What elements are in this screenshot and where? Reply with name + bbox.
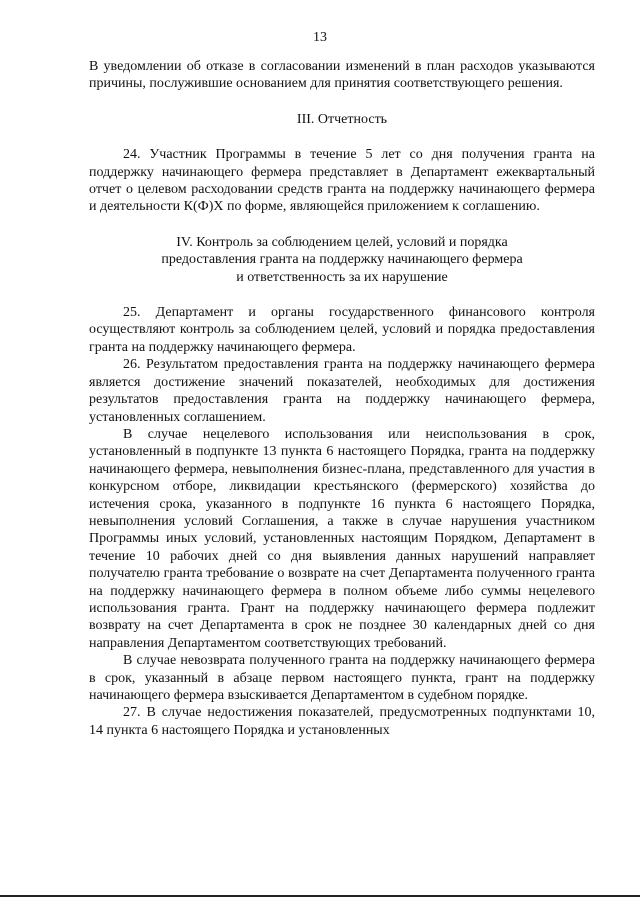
page-number: 13	[313, 30, 327, 45]
paragraph-26-misuse: В случае нецелевого использования или неиспользования в срок, установленный в подпункте 13 пункта 6 настоящего Порядка, гранта на поддержку начинающего фермера, невыполнения бизнес-плана, представленного для участия в конкурсном отборе, ликвидации крестьянского (фермерского) хозяйства до истечения срока, указанного в подпункте 16 пункта 6 настоящего Порядка, невыполнения условий Соглашения, а также в случае нарушения участником Программы иных условий, установленных настоящим Порядком, Департамент в течение 10 рабочих дней со дня выявления данных нарушений направляет получателю гранта требование о возврате на счет Департамента полученного гранта на поддержку начинающего фермера в полном объеме либо суммы нецелевого использования гранта. Грант на поддержку начинающего фермера подлежит возврату на счет Департамента в срок не позднее 30 календарных дней со дня направления Департаментом соответствующих требований.	[89, 426, 595, 651]
paragraph-24: 24. Участник Программы в течение 5 лет со дня получения гранта на поддержку начинающего фермера представляет в Департамент ежеквартальный отчет о целевом расходовании средств гранта на поддержку начинающего фермера и деятельности К(Ф)Х по форме, являющейся приложением к соглашению.	[89, 147, 595, 215]
paragraph-26-non-return: В случае невозврата полученного гранта на поддержку начинающего фермера в срок, указанный в абзаце первом настоящего пункта, грант на поддержку начинающего фермера взыскивается Департаментом в судебном порядке.	[89, 653, 595, 703]
document-body	[89, 58, 595, 739]
paragraph-27: 27. В случае недостижения показателей, предусмотренных подпунктами 10, 14 пункта 6 настоящего Порядка и установленных	[89, 705, 595, 738]
paragraph-26: 26. Результатом предоставления гранта на поддержку начинающего фермера является достижение значений показателей, необходимых для достижения результатов предоставления гранта на поддержку начинающего фермера, установленных соглашением.	[89, 357, 595, 425]
section-heading-reporting: III. Отчетность	[296, 111, 388, 127]
scan-edge-line	[0, 895, 640, 897]
section-heading-control-line1: IV. Контроль за соблюдением целей, условий и порядка	[176, 234, 508, 250]
paragraph-refusal-notice: В уведомлении об отказе в согласовании изменений в план расходов указываются причины, послужившие основанием для принятия соответствующего решения.	[89, 59, 595, 92]
paragraph-25: 25. Департамент и органы государственного финансового контроля осуществляют контроль за соблюдением целей, условий и порядка предоставления гранта на поддержку начинающего фермера.	[89, 305, 595, 355]
section-heading-control-line3: и ответственность за их нарушение	[236, 269, 448, 285]
section-heading-control-line2: предоставления гранта на поддержку начинающего фермера	[161, 252, 523, 268]
